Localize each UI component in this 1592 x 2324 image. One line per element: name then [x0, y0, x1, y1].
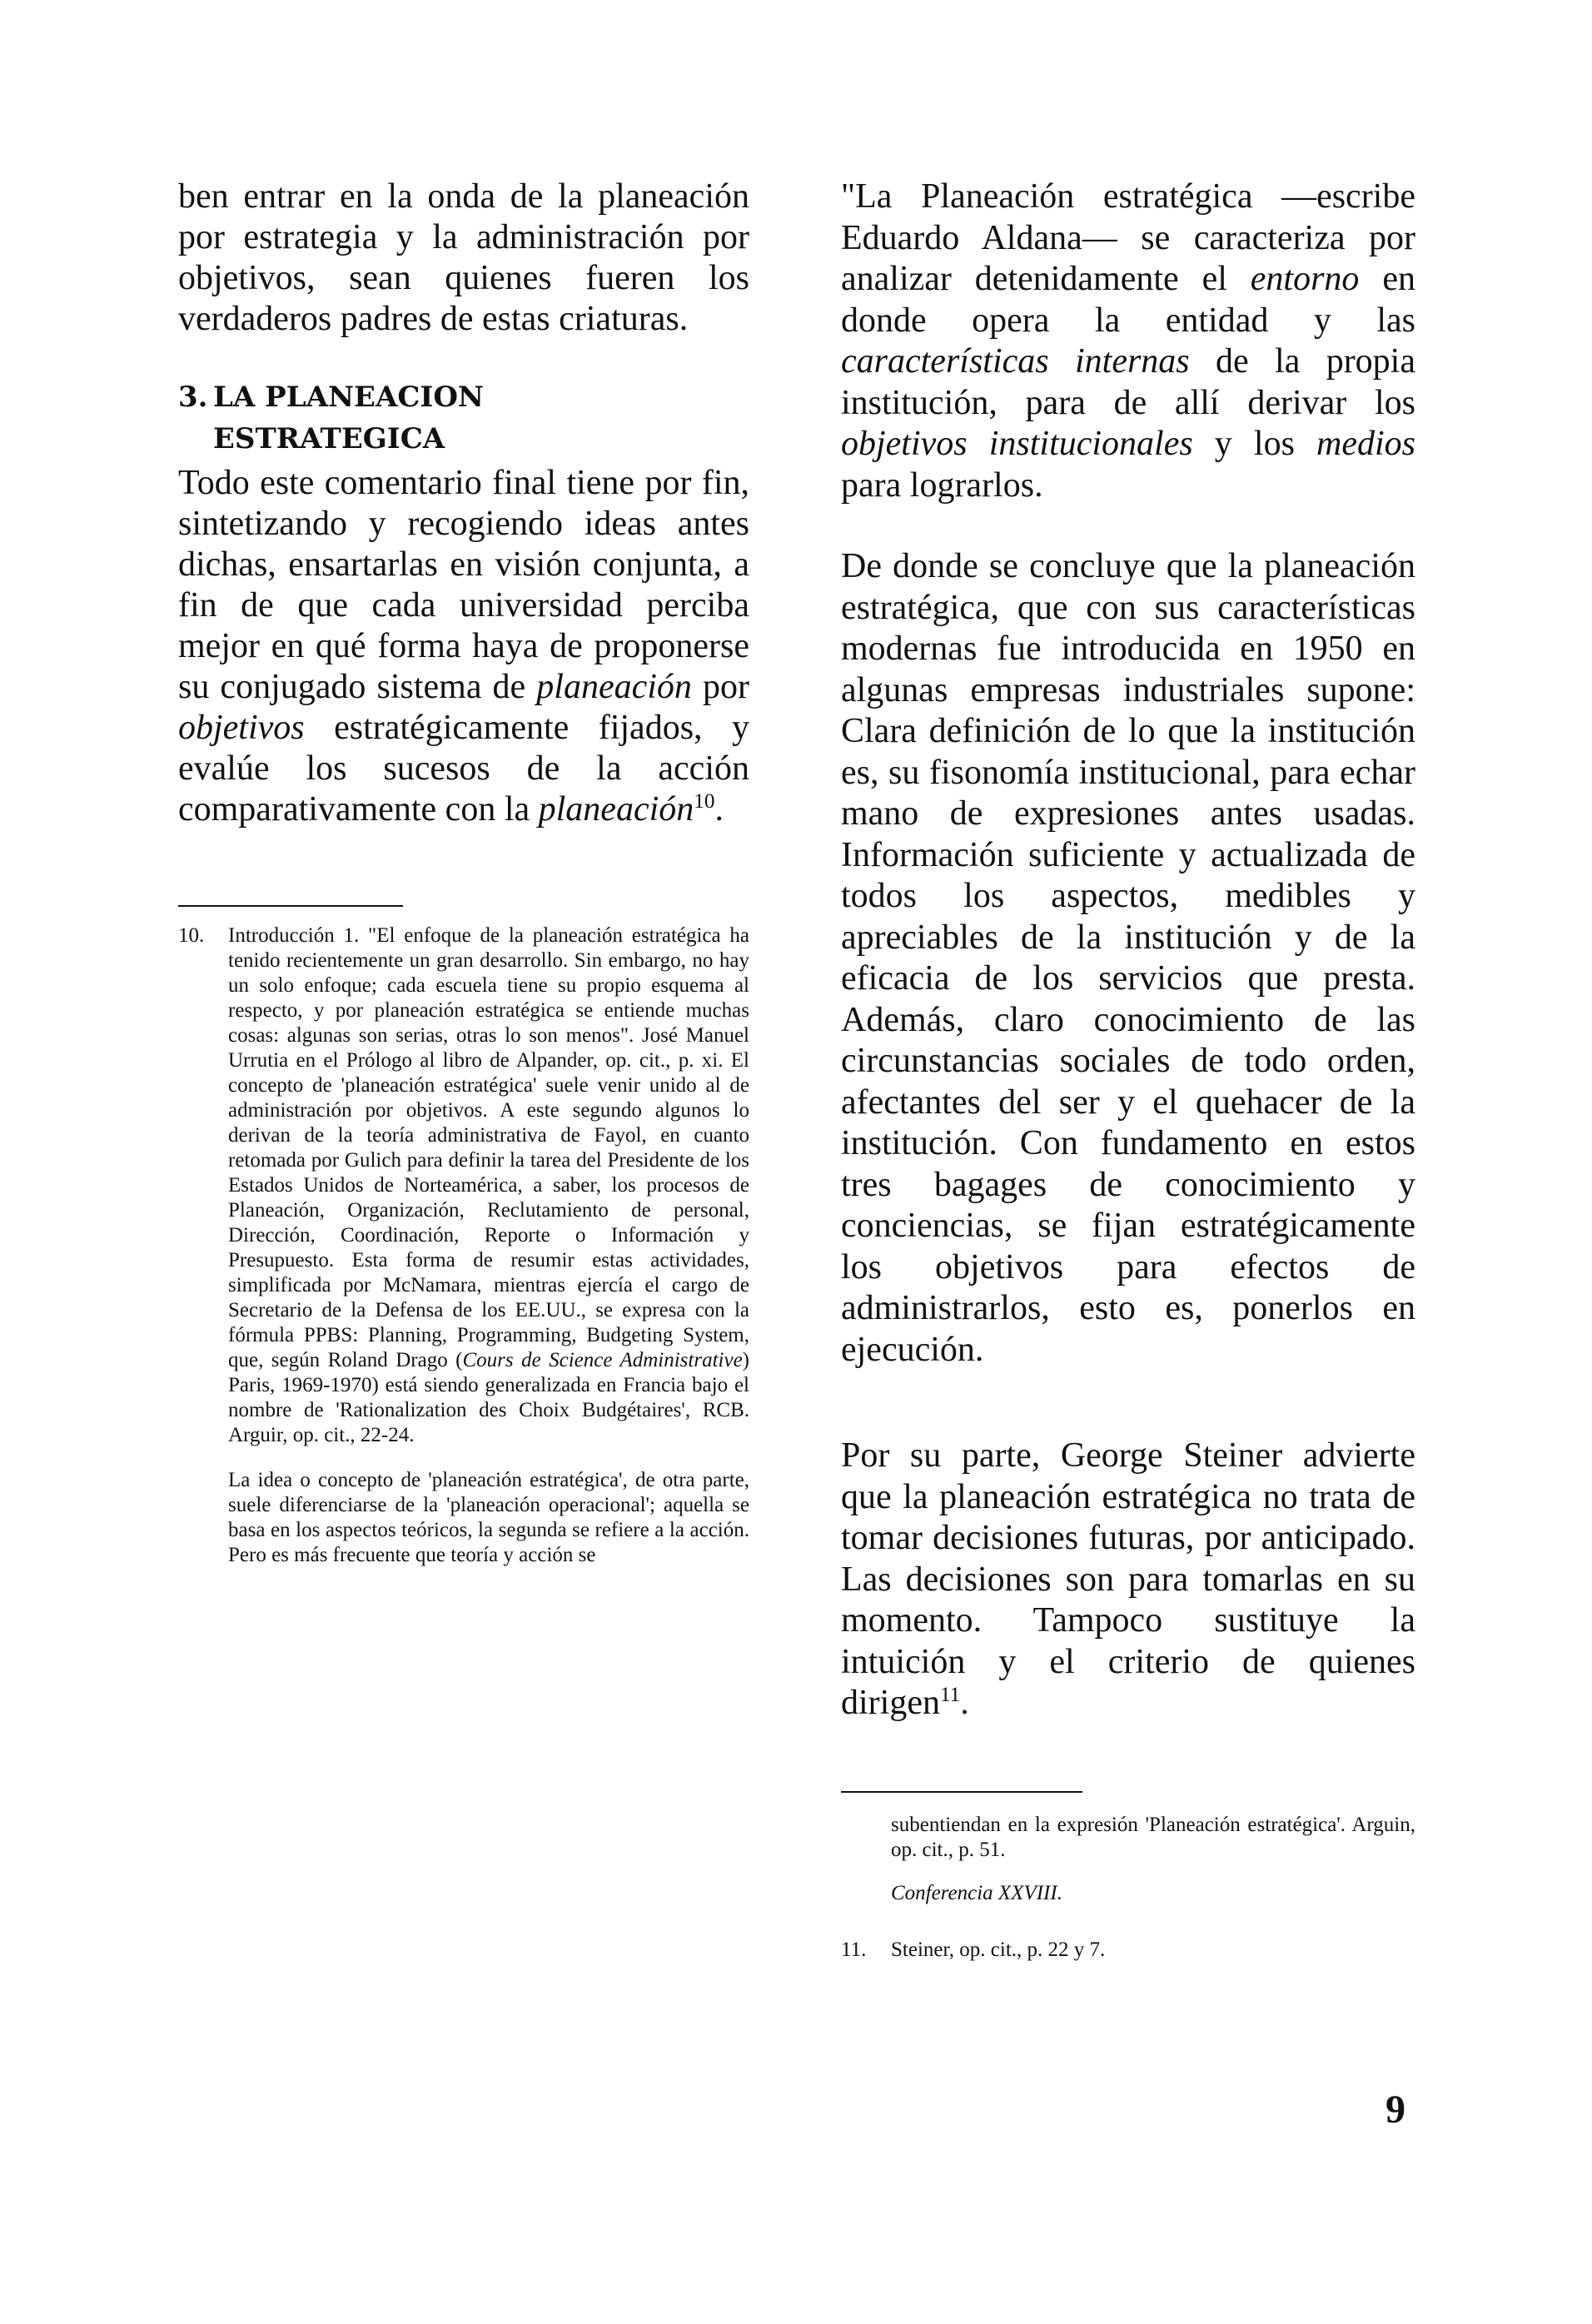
left-column	[178, 177, 749, 1568]
right-paragraph-3: Por su parte, George Steiner advierte que la planeación estratégica no trata de tomar decisiones futuras, por anticipado. Las decisiones son para tomarlas en su momento. Tampoco sustituye la intuición y el criterio de quienes dirigen$^{11}$.	[841, 1436, 1415, 1722]
footnote-11: 11. Steiner, op. cit., p. 22 y 7.	[841, 1938, 1106, 1961]
footnote-ref-11: 11	[939, 1684, 961, 1706]
emphasis-planeacion-2: planeación	[538, 790, 694, 829]
left-paragraph-1: ben entrar en la onda de la planeación por estrategia y la administración por objetivos, sean quienes fueren los verdaderos padres de estas criaturas.	[178, 177, 749, 338]
footnote-ref-10: 10	[694, 790, 715, 813]
right-column	[841, 177, 1415, 1963]
footnote-10: 10. Introducción 1. "El enfoque de la planeación estratégica ha tenido recientemente un gran desarrollo. Sin embargo, no hay un solo enfoque; cada escuela tiene su propio esquema al respecto, y por planeación estratégica se entiende muchas cosas: algunas son serias, otras lo son menos". José Manuel Urrutia en el Prólogo al libro de Alpander, op. cit., p. xi. El concepto de 'planeación estratégica' suele venir unido al de administración por objetivos. A este segundo algunos lo derivan de la teoría administrativa de Fayol, en cuanto retomada por Gulich para definir la tarea del Presidente de los Estados Unidos de Norteamérica, a saber, los procesos de Planeación, Organización, Reclutamiento de personal, Dirección, Coordinación, Reporte o Información y Presupuesto. Esta forma de resumir estas actividades, simplificada por McNamara, mientras ejercía el cargo de Secretario de la Defensa de los EE.UU., se expresa con la fórmula PPBS: Planning, Programming, Budgeting System, que, según Roland Drago (Cours de Science Administrative) Paris, 1969-1970) está siendo generalizada en Francia bajo el nombre de 'Rationalization des Choix Budgétaires', RCB. Arguir, op. cit., 22-24.	[178, 924, 749, 1446]
section-title-line2: ESTRATEGICA	[213, 422, 445, 455]
left-paragraph-2: Todo este comentario final tiene por fin, sintetizando y recogiendo ideas antes dichas, ensartarlas en visión conjunta, a fin de que cada universidad perciba mejor en qué forma haya de proponerse su conjugado sistema de planeación por objetivos estratégicamente fijados, y evalúe los sucesos de la acción comparativamente con la planeación$^{10}$.	[178, 464, 749, 829]
section-number: 3.	[178, 381, 208, 414]
section-heading	[178, 376, 749, 460]
footnote-divider	[178, 905, 403, 907]
footnote-10-continued: La idea o concepto de 'planeación estratégica', de otra parte, suele diferenciarse de la 'planeación operacional'; aquella se basa en los aspectos teóricos, la segunda se refiere a la acción. Pero es más frecuente que teoría y acción se	[228, 1469, 749, 1566]
right-paragraph-1: "La Planeación estratégica —escribe Eduardo Aldana— se caracteriza por analizar detenidamente el entorno en donde opera la entidad y las características internas de la propia institución, para de allí derivar los objetivos institucionales y los medios para lograrlos.	[841, 177, 1416, 505]
section-title-line1: LA PLANEACION	[213, 381, 485, 414]
right-paragraph-2: De donde se concluye que la planeación estratégica, que con sus características modernas fue introducida en 1950 en algunas empresas industriales supone: Clara definición de lo que la institución es, su fisonomía institucional, para echar mano de expresiones antes usadas. Información suficiente y actualizada de todos los aspectos, medibles y apreciables de la institución y de la eficacia de los servicios que presta. Además, claro conocimiento de las circunstancias sociales de todo orden, afectantes del ser y el quehacer de la institución. Con fundamento en estos tres bagages de conocimiento y conciencias, se fijan estratégicamente los objetivos para efectos de administrarlos, esto es, ponerlos en ejecución.	[841, 547, 1415, 1369]
footnote-divider-right	[841, 1791, 1082, 1793]
page-number: 9	[1386, 2088, 1405, 2132]
footnote-10-end: subentiendan en la expresión 'Planeación estratégica'. Arguin, op. cit., p. 51.	[891, 1813, 1415, 1861]
footnote-conference: Conferencia XXVIII.	[891, 1881, 1062, 1904]
footnote-number-11: 11.	[841, 1938, 867, 1961]
emphasis-planeacion: planeación	[536, 668, 692, 706]
emphasis-objetivos: objetivos	[178, 709, 305, 747]
footnote-number: 10.	[178, 924, 205, 947]
